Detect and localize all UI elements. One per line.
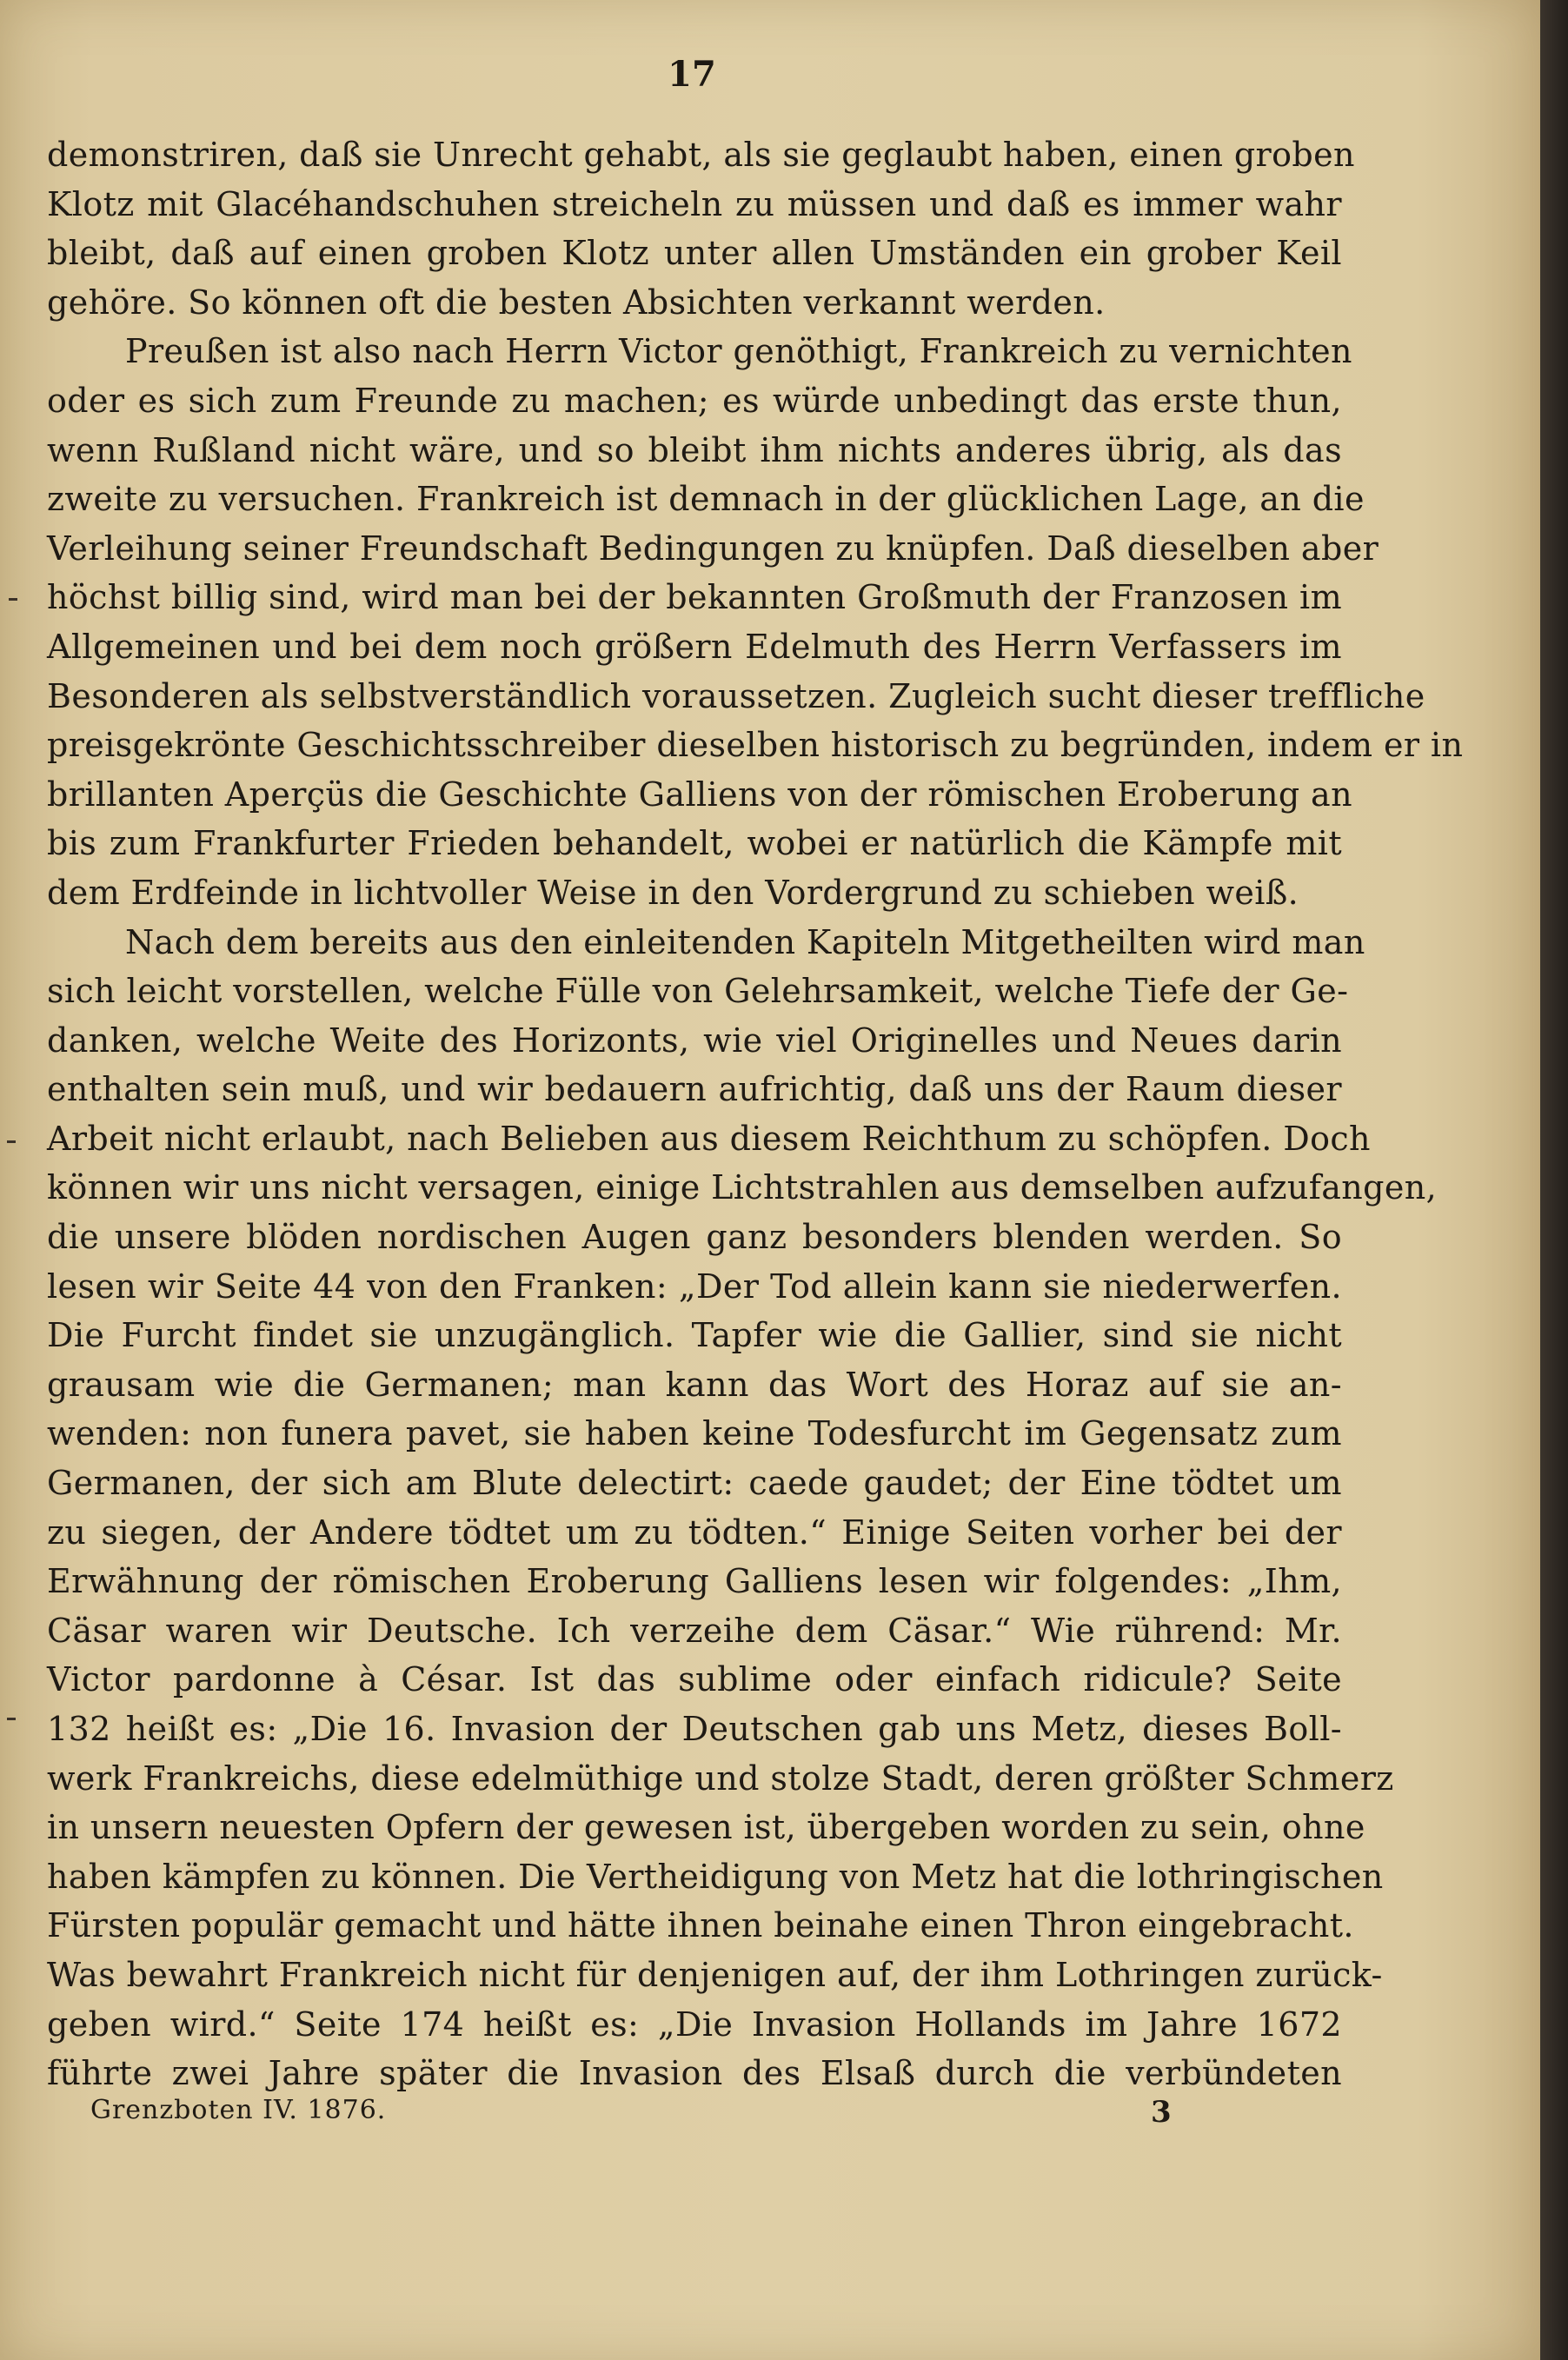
text-line: Victor pardonne à César. Ist das sublime oder einfach ridicule? Seite — [47, 1660, 1342, 1699]
text-line: grausam wie die Germanen; man kann das Wort des Horaz auf sie an- — [47, 1365, 1342, 1404]
text-line: sich leicht vorstellen, welche Fülle von Gelehrsamkeit, welche Tiefe der Ge- — [47, 972, 1349, 1011]
text-line: zweite zu versuchen. Frankreich ist demnach in der glücklichen Lage, an die — [47, 480, 1365, 519]
text-line: Klotz mit Glacéhandschuhen streicheln zu müssen und daß es immer wahr — [47, 184, 1342, 223]
text-line: Cäsar waren wir Deutsche. Ich verzeihe dem Cäsar.“ Wie rührend: Mr. — [47, 1611, 1342, 1650]
text-line: dem Erdfeinde in lichtvoller Weise in den Vordergrund zu schieben weiß. — [47, 873, 1299, 912]
text-line: preisgekrönte Geschichtsschreiber dieselben historisch zu begründen, indem er in — [47, 726, 1464, 765]
text-line: 132 heißt es: „Die 16. Invasion der Deutschen gab uns Metz, dieses Boll- — [47, 1710, 1342, 1748]
text-line: haben kämpfen zu können. Die Vertheidigung von Metz hat die lothringischen — [47, 1857, 1384, 1896]
text-line: gehöre. So können oft die besten Absichten verkannt werden. — [47, 283, 1106, 322]
body-text — [47, 130, 1464, 2098]
text-line: danken, welche Weite des Horizonts, wie viel Originelles und Neues darin — [47, 1020, 1342, 1060]
margin-mark — [7, 1140, 16, 1143]
text-line: wenden: non funera pavet, sie haben keine Todesfurcht im Gegensatz zum — [47, 1414, 1342, 1453]
text-line: Besonderen als selbstverständlich voraussetzen. Zugleich sucht dieser treffliche — [47, 676, 1425, 715]
text-line: Verleihung seiner Freundschaft Bedingungen zu knüpfen. Daß dieselben aber — [47, 529, 1379, 568]
text-line: Die Furcht findet sie unzugänglich. Tapfer wie die Gallier, sind sie nicht — [47, 1316, 1342, 1355]
text-line: Fürsten populär gemacht und hätte ihnen beinahe einen Thron eingebracht. — [47, 1906, 1354, 1945]
text-line: wenn Rußland nicht wäre, und so bleibt ihm nichts anderes übrig, als das — [47, 430, 1342, 469]
text-line: können wir uns nicht versagen, einige Lichtstrahlen aus demselben aufzufangen, — [47, 1168, 1438, 1207]
margin-mark — [9, 598, 17, 601]
text-line: in unsern neuesten Opfern der gewesen ist, übergeben worden zu sein, ohne — [47, 1808, 1365, 1847]
text-line: führte zwei Jahre später die Invasion des Elsaß durch die verbündeten — [47, 2054, 1342, 2093]
text-line: Germanen, der sich am Blute delectirt: caede gaudet; der Eine tödtet um — [47, 1464, 1342, 1503]
text-line: demonstriren, daß sie Unrecht gehabt, als sie geglaubt haben, einen groben — [47, 136, 1355, 174]
printer-signature: Grenzboten IV. 1876. — [90, 2095, 387, 2125]
text-line: bleibt, daß auf einen groben Klotz unter allen Umständen ein grober Keil — [47, 234, 1342, 273]
text-line: brillanten Aperçüs die Geschichte Galliens von der römischen Eroberung an — [47, 774, 1352, 814]
page-edge — [1540, 0, 1568, 2360]
text-line: oder es sich zum Freunde zu machen; es würde unbedingt das erste thun, — [47, 381, 1342, 420]
text-line: enthalten sein muß, und wir bedauern aufrichtig, daß uns der Raum dieser — [47, 1070, 1342, 1109]
text-line: werk Frankreichs, diese edelmüthige und stolze Stadt, deren größter Schmerz — [47, 1758, 1394, 1798]
text-line: Arbeit nicht erlaubt, nach Belieben aus diesem Reichthum zu schöpfen. Doch — [47, 1119, 1371, 1158]
text-line: bis zum Frankfurter Frieden behandelt, wobei er natürlich die Kämpfe mit — [47, 824, 1342, 863]
text-line: Erwähnung der römischen Eroberung Galliens lesen wir folgendes: „Ihm, — [47, 1562, 1342, 1601]
text-line: Allgemeinen und bei dem noch größern Edelmuth des Herrn Verfassers im — [47, 627, 1342, 666]
text-line: geben wird.“ Seite 174 heißt es: „Die Invasion Hollands im Jahre 1672 — [47, 2004, 1342, 2044]
text-line: höchst billig sind, wird man bei der bekannten Großmuth der Franzosen im — [47, 578, 1342, 617]
page-footer — [47, 2095, 1342, 2138]
sheet-number: 3 — [1151, 2095, 1172, 2130]
text-line: lesen wir Seite 44 von den Franken: „Der Tod allein kann sie niederwerfen. — [47, 1266, 1342, 1306]
text-line: Preußen ist also nach Herrn Victor genöthigt, Frankreich zu vernichten — [125, 332, 1352, 371]
text-line: die unsere blöden nordischen Augen ganz besonders blenden werden. So — [47, 1218, 1342, 1257]
margin-mark — [7, 1718, 16, 1720]
text-line: Was bewahrt Frankreich nicht für denjenigen auf, der ihm Lothringen zurück- — [47, 1955, 1383, 1994]
text-line: zu siegen, der Andere tödtet um zu tödten.“ Einige Seiten vorher bei der — [47, 1512, 1342, 1552]
page-number: 17 — [668, 54, 716, 95]
text-line: Nach dem bereits aus den einleitenden Kapiteln Mitgetheilten wird man — [125, 922, 1365, 961]
